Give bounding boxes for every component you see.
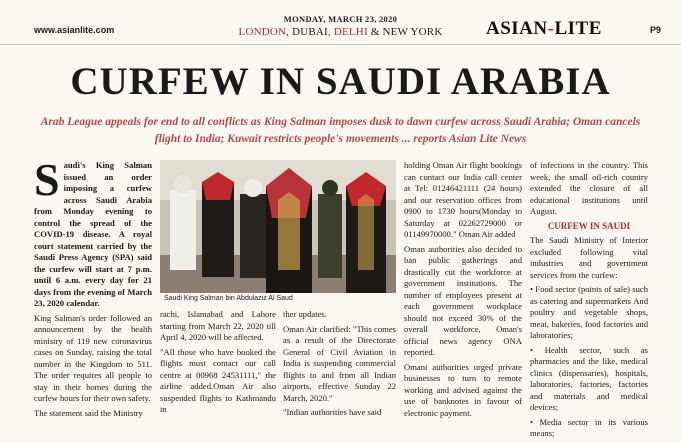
column-1 xyxy=(34,154,152,422)
column-5 xyxy=(530,160,648,443)
list-item: • Health sector, such as pharmacies and the like, medical clinics (dispensaries), hospitals, laboratories, factories, factories and materials and medical devices; xyxy=(530,344,648,412)
city-london: LONDON xyxy=(238,26,287,38)
paragraph: The Saudi Ministry of Interior excluded following vital industries and government services from the curfew: xyxy=(530,235,648,280)
brand-logo: ASIAN-LITE xyxy=(486,18,602,39)
masthead xyxy=(0,0,681,45)
issue-date: MONDAY, MARCH 23, 2020 xyxy=(283,14,398,24)
city-delhi: DELHI xyxy=(333,26,368,38)
king-salman-photo xyxy=(160,160,396,293)
paragraph: The statement said the Ministry xyxy=(34,407,143,418)
column-2 xyxy=(160,309,276,419)
deck: Arab League appeals for end to all conflicts as King Salman imposes dusk to dawn curfew across Saudi Arabia; Oman cancels flight to India; Kuwait restricts people's movements ... reports Asian Lite News xyxy=(40,116,641,145)
photo-illustration xyxy=(160,160,396,293)
paragraph: ther updates. xyxy=(283,309,327,319)
city-amp: & xyxy=(370,26,380,38)
page-number: P9 xyxy=(650,25,662,35)
city-dubai: DUBAI xyxy=(292,26,328,38)
list-item: • Food sector (points of sale) such as catering and supermarkets And poultry and vegetable shops, meat, bakeries, food factories and laboratories; xyxy=(530,284,648,340)
subhead: CURFEW IN SAUDI xyxy=(547,220,631,231)
paragraph: holding Oman Air flight bookings can contact our India call center at Tel: 01246421111 (24 hours) and our reservation offices from 0900 to 1730 hours(Monday to Saturday at 02262729000 or 01149970000." Oman Air added xyxy=(404,160,522,239)
site-url[interactable]: www.asianlite.com xyxy=(34,25,115,35)
lead-paragraph: Saudi's King Salman issued an order imposing a curfew across Saudi Arabia from Monday evening to control the spread of the COVID-19 disease. A royal court statement carried by the Saudi Press Agency (SPA) said the curfew will start at 7 p.m. until 6 a.m. every day for 21 days from the evening of March 23, 2020 calendar. xyxy=(34,154,152,308)
list-item: • Media sector in its various means; xyxy=(530,416,648,438)
paragraph: Omani authorities urged private businesses to turn to remote working and advised against the use of banknotes in favour of electronic payment. xyxy=(404,361,522,418)
paragraph: Oman Air clarified: "This comes as a result of the Directorate General of Civil Aviation in India is suspending commercial flights to and from all Indian airports, effective Sunday 22 March, 2020." xyxy=(283,323,396,403)
paragraph: Oman authorities also decided to ban public gatherings and drastically cut the workforce at government institutions. The number of employees present at each government workplace should not exceed 30% of the overall workforce, Oman's official news agency ONA reported. xyxy=(404,243,522,357)
photo-caption: Saudi King Salman bin Abdulaziz Al Saud xyxy=(160,293,396,304)
paragraph: rachi, Islamabad and Lahore starting from March 22, 2020 till April 4, 2020 will be affected. xyxy=(160,309,276,342)
city-newyork: NEW YORK xyxy=(382,26,443,38)
column-3 xyxy=(283,309,396,422)
column-4 xyxy=(404,160,522,422)
paragraph: of infections in the country. This week, the small oil-rich country extended the closure of all educational institutions until August. xyxy=(530,160,648,216)
paragraph: "All those who have booked the flights must contact our call centre at 00968 24531111," the airline added.Oman Air also suspended flights to Kathmandu in xyxy=(160,346,276,414)
edition-cities: LONDON, DUBAI, DELHI & NEW YORK xyxy=(238,26,443,38)
paragraph: "Indian authorities have said xyxy=(283,407,382,417)
paragraph: King Salman's order followed an announcement by the health ministry of 119 new coronavirus cases on Sunday, raising the total number in the Kingdom to 511. The order requires all people to stay in their homes during the curfew hours for their own safety. xyxy=(34,312,152,403)
drop-cap: S xyxy=(34,154,60,205)
headline: CURFEW IN SAUDI ARABIA xyxy=(70,60,611,103)
